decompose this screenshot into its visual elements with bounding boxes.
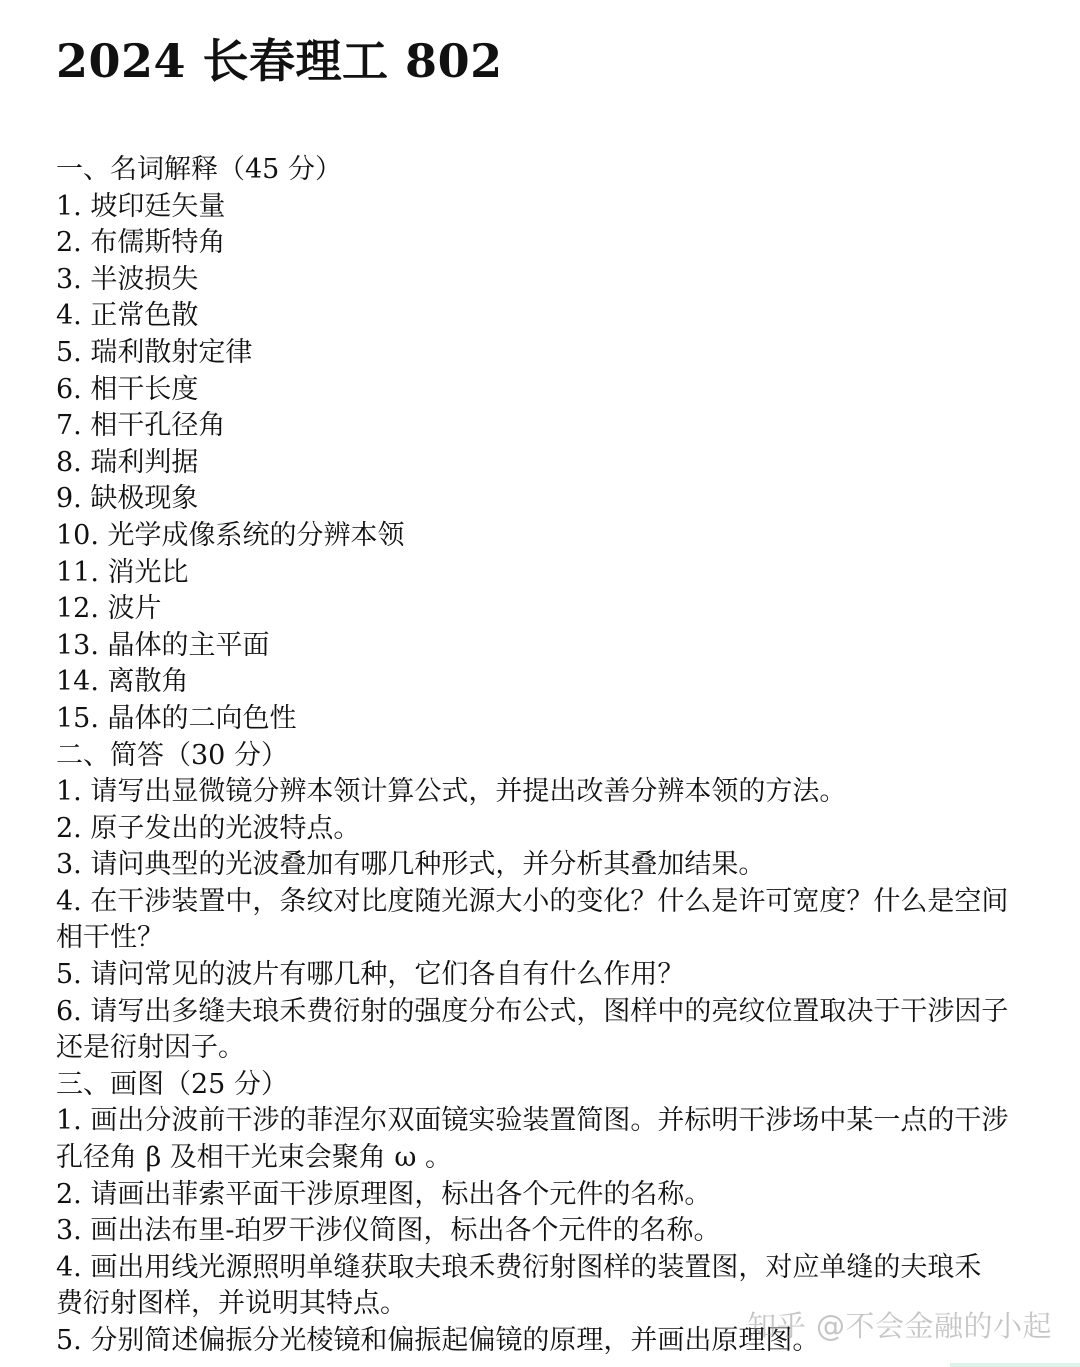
list-item: 15. 晶体的二向色性	[56, 702, 297, 734]
section-2	[56, 738, 1046, 1067]
list-item: 5. 瑞利散射定律	[56, 336, 253, 368]
list-item-continued: 费衍射图样，并说明其特点。	[56, 1288, 407, 1320]
list-item: 9. 缺极现象	[56, 483, 199, 515]
list-item: 1. 请写出显微镜分辨本领计算公式，并提出改善分辨本领的方法。	[56, 776, 847, 808]
list-item: 4. 在干涉装置中，条纹对比度随光源大小的变化？什么是许可宽度？什么是空间	[56, 885, 1009, 917]
watermark-text: 知乎 @不会金融的小起	[747, 1309, 1052, 1343]
list-item-continued: 孔径角 β 及相干光束会聚角 ω 。	[56, 1142, 452, 1174]
section-1	[56, 152, 1046, 738]
list-item: 13. 晶体的主平面	[56, 629, 270, 661]
page-title: 2024 长春理工 802	[56, 34, 503, 88]
list-item: 10. 光学成像系统的分辨本领	[56, 519, 405, 551]
bottom-accent-bar	[950, 1363, 1080, 1367]
list-item: 7. 相干孔径角	[56, 410, 226, 442]
list-item: 8. 瑞利判据	[56, 446, 199, 478]
list-item-continued: 还是衍射因子。	[56, 1032, 245, 1064]
list-item: 6. 请写出多缝夫琅禾费衍射的强度分布公式，图样中的亮纹位置取决于干涉因子	[56, 995, 1009, 1027]
list-item-continued: 相干性？	[56, 922, 164, 954]
list-item: 14. 离散角	[56, 666, 189, 698]
list-item: 1. 坡印廷矢量	[56, 190, 226, 222]
list-item: 12. 波片	[56, 593, 162, 625]
list-item: 4. 画出用线光源照明单缝获取夫琅禾费衍射图样的装置图，对应单缝的夫琅禾	[56, 1251, 982, 1283]
list-item: 2. 布儒斯特角	[56, 227, 226, 259]
list-item: 3. 半波损失	[56, 263, 199, 295]
list-item: 11. 消光比	[56, 556, 189, 588]
section-heading: 二、简答（30 分）	[56, 739, 288, 771]
list-item: 1. 画出分波前干涉的菲涅尔双面镜实验装置简图。并标明干涉场中某一点的干涉	[56, 1105, 1009, 1137]
list-item: 5. 分别简述偏振分光棱镜和偏振起偏镜的原理，并画出原理图。	[56, 1325, 820, 1356]
list-item: 6. 相干长度	[56, 373, 199, 405]
list-item: 5. 请问常见的波片有哪几种，它们各自有什么作用？	[56, 959, 685, 991]
list-item: 2. 请画出菲索平面干涉原理图，标出各个元件的名称。	[56, 1178, 712, 1210]
list-item: 3. 画出法布里-珀罗干涉仪简图，标出各个元件的名称。	[56, 1215, 721, 1247]
section-heading: 一、名词解释（45 分）	[56, 154, 342, 185]
list-item: 4. 正常色散	[56, 300, 199, 332]
list-item: 2. 原子发出的光波特点。	[56, 812, 361, 844]
section-heading: 三、画图（25 分）	[56, 1068, 288, 1100]
document-page	[56, 30, 1046, 1360]
list-item: 3. 请问典型的光波叠加有哪几种形式，并分析其叠加结果。	[56, 849, 766, 881]
